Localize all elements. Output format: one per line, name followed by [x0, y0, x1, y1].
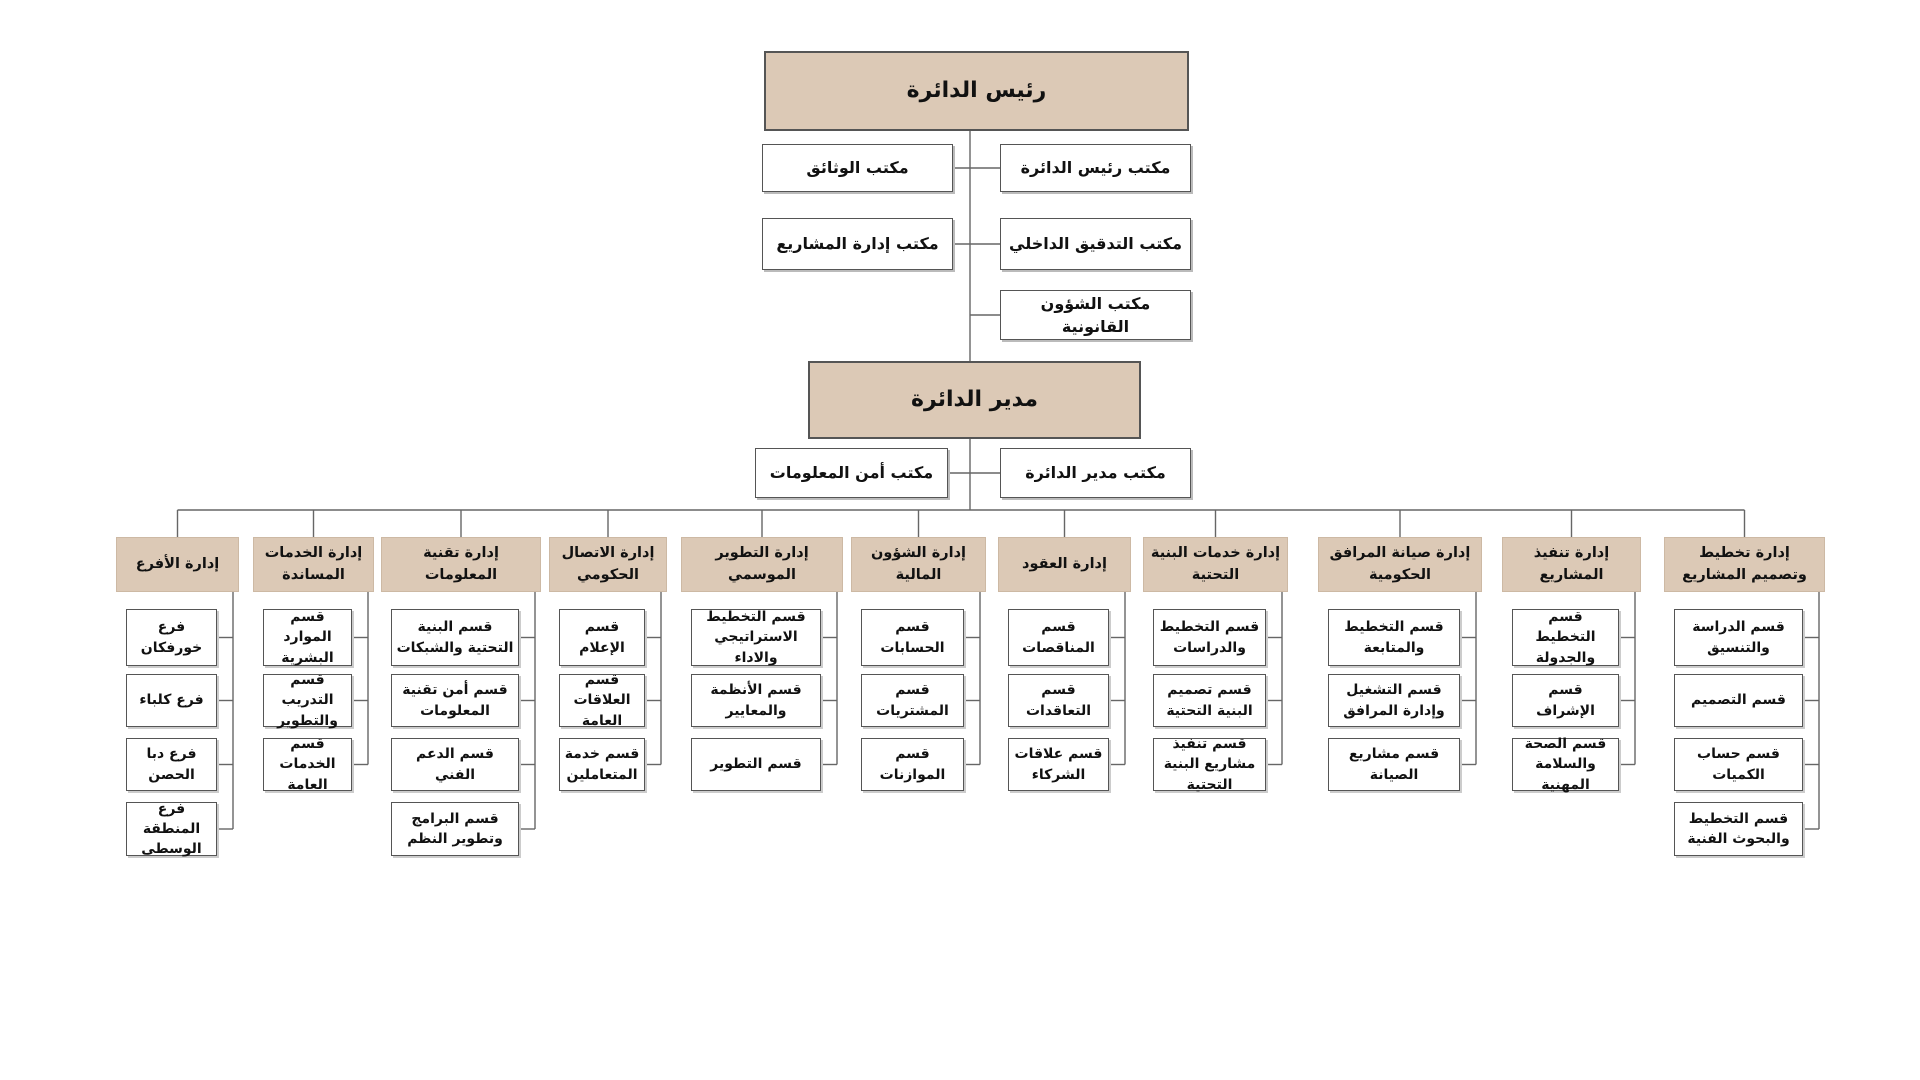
- internal-audit-office-box: مكتب التدقيق الداخلي: [1000, 218, 1191, 270]
- section-box: قسم الدراسة والتنسيق: [1674, 609, 1803, 666]
- section-box: قسم الخدمات العامة: [263, 738, 352, 791]
- section-box: قسم تنفيذ مشاريع البنية التحتية: [1153, 738, 1266, 791]
- section-box: قسم الإعلام: [559, 609, 645, 666]
- director-office-box: مكتب مدير الدائرة: [1000, 448, 1191, 498]
- section-box: قسم البنية التحتية والشبكات: [391, 609, 519, 666]
- chairman-office-box: مكتب رئيس الدائرة: [1000, 144, 1191, 192]
- documents-office-box: مكتب الوثائق: [762, 144, 953, 192]
- section-box: قسم المشتريات: [861, 674, 964, 727]
- section-box: قسم المناقصات: [1008, 609, 1109, 666]
- section-box: فرع المنطقة الوسطى: [126, 802, 217, 856]
- department-header: إدارة خدمات البنية التحتية: [1143, 537, 1288, 592]
- department-header: إدارة التطوير الموسمي: [681, 537, 843, 592]
- section-box: قسم الإشراف: [1512, 674, 1619, 727]
- department-header: إدارة الشؤون المالية: [851, 537, 986, 592]
- section-box: قسم أمن تقنية المعلومات: [391, 674, 519, 727]
- information-security-office-box: مكتب أمن المعلومات: [755, 448, 948, 498]
- section-box: قسم مشاريع الصيانة: [1328, 738, 1460, 791]
- section-box: قسم الصحة والسلامة المهنية: [1512, 738, 1619, 791]
- section-box: قسم العلاقات العامة: [559, 674, 645, 727]
- section-box: فرع دبا الحصن: [126, 738, 217, 791]
- department-header: إدارة الخدمات المساندة: [253, 537, 374, 592]
- section-box: قسم الأنظمة والمعايير: [691, 674, 821, 727]
- department-header: إدارة صيانة المرافق الحكومية: [1318, 537, 1482, 592]
- section-box: قسم التطوير: [691, 738, 821, 791]
- section-box: قسم الموارد البشرية: [263, 609, 352, 666]
- department-header: إدارة العقود: [998, 537, 1131, 592]
- section-box: قسم التشغيل وإدارة المرافق: [1328, 674, 1460, 727]
- section-box: قسم التعاقدات: [1008, 674, 1109, 727]
- section-box: قسم التخطيط والجدولة: [1512, 609, 1619, 666]
- project-management-office-box: مكتب إدارة المشاريع: [762, 218, 953, 270]
- chairman-box: رئيس الدائرة: [764, 51, 1189, 131]
- department-header: إدارة الأفرع: [116, 537, 239, 592]
- section-box: قسم التخطيط والدراسات: [1153, 609, 1266, 666]
- section-box: قسم تصميم البنية التحتية: [1153, 674, 1266, 727]
- section-box: قسم التصميم: [1674, 674, 1803, 727]
- department-header: إدارة تنفيذ المشاريع: [1502, 537, 1641, 592]
- legal-affairs-office-box: مكتب الشؤون القانونية: [1000, 290, 1191, 340]
- director-box: مدير الدائرة: [808, 361, 1141, 439]
- department-header: إدارة الاتصال الحكومي: [549, 537, 667, 592]
- section-box: قسم الموازنات: [861, 738, 964, 791]
- department-header: إدارة تقنية المعلومات: [381, 537, 541, 592]
- section-box: قسم خدمة المتعاملين: [559, 738, 645, 791]
- section-box: قسم التخطيط والبحوث الفنية: [1674, 802, 1803, 856]
- department-header: إدارة تخطيط وتصميم المشاريع: [1664, 537, 1825, 592]
- section-box: قسم التخطيط الاستراتيجي والاداء: [691, 609, 821, 666]
- section-box: قسم حساب الكميات: [1674, 738, 1803, 791]
- section-box: فرع خورفكان: [126, 609, 217, 666]
- section-box: قسم الدعم الفني: [391, 738, 519, 791]
- section-box: قسم البرامج وتطوير النظم: [391, 802, 519, 856]
- section-box: قسم علاقات الشركاء: [1008, 738, 1109, 791]
- section-box: قسم التخطيط والمتابعة: [1328, 609, 1460, 666]
- section-box: قسم التدريب والتطوير: [263, 674, 352, 727]
- section-box: فرع كلباء: [126, 674, 217, 727]
- section-box: قسم الحسابات: [861, 609, 964, 666]
